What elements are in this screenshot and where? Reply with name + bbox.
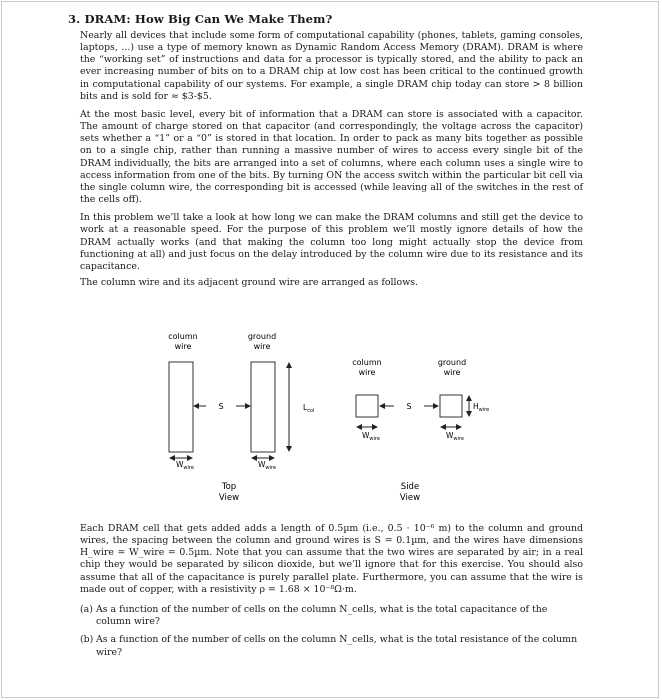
top-ground-wire: [251, 362, 275, 452]
paragraph-parameters: Each DRAM cell that gets added adds a length of 0.5µm (i.e., 0.5 · 10⁻⁶ m) to the column and ground wires, the spacing between the column and ground wires is S = 0.1µm, and the wires have dimensions H_wire = W_wire = 0.5µm. Note that you can assume that the two wires are separated by air; in a real chip they would be separated by silicon dioxide, but we’ll ignore that for this exercise. You should also assume that all of the capacitance is purely parallel plate. Furthermore, you can assume that the wire is made out of copper, with a resistivity ρ = 1.68 × 10⁻⁸Ω·m.: [80, 523, 583, 595]
top-column-label-2: wire: [174, 342, 192, 351]
top-view: [168, 332, 314, 503]
problem-number: 3.: [68, 12, 81, 26]
paragraph-basics: At the most basic level, every bit of information that a DRAM can store is associated with a capacitor. The amount of charge stored on that capacitor (and correspondingly, the voltage across the capacitor) sets whether a “1” or a “0” is stored in that location. In order to pack as many bits together as possible on to a single chip, rather than running a massive number of wires to access every single bit of the DRAM individually, the bits are arranged into a set of columns, where each column uses a single wire to access information from one of the bits. By turning ON the access switch within the particular bit cell via the single column wire, the corresponding bit is accessed (while leaving all of the switches in the rest of the cells off).: [80, 108, 583, 206]
side-gnd-width-label: $W_{wire}$: [446, 431, 464, 442]
top-view-caption-2: View: [218, 493, 240, 503]
side-column-label-1: column: [352, 358, 382, 367]
post-figure-section: [80, 523, 583, 659]
top-length-label: $L_{col}$: [303, 403, 315, 414]
side-view-caption-2: View: [399, 493, 421, 503]
question-b: [80, 634, 583, 658]
top-column-wire: [169, 362, 193, 452]
paragraph-figure-intro: The column wire and its adjacent ground wire are arranged as follows.: [80, 276, 419, 288]
top-column-label-1: column: [168, 332, 198, 341]
paragraph-intro: Nearly all devices that include some form of computational capability (phones, tablets, gaming consoles, laptops, ...) use a type of memory known as Dynamic Random Access Memory (DRAM). DRAM is where the “working set” of instructions and data for a processor is typically stored, and the ability to pack an ever increasing number of bits on to a DRAM chip at low cost has been critical to the continued growth in computational capability of our systems. For example, a single DRAM chip today can store > 8 billion bits and is sold for ≈ $3-$5.: [80, 30, 583, 102]
wire-figure: [150, 325, 520, 505]
side-column-label-2: wire: [358, 368, 376, 377]
side-col-width-label: $W_{wire}$: [362, 431, 380, 442]
top-view-caption-1: Top: [221, 482, 237, 492]
top-col-width-label: $W_{wire}$: [176, 460, 194, 471]
top-gnd-width-label: $W_{wire}$: [258, 460, 276, 471]
side-column-wire: [356, 395, 378, 417]
side-view-caption-1: Side: [400, 482, 420, 492]
top-spacing-label: S: [218, 402, 224, 411]
paragraph-scope: In this problem we’ll take a look at how long we can make the DRAM columns and still get the device to work at a reasonable speed. For the purpose of this problem we’ll mostly ignore details of how the DRAM actually works (and that making the column too long might actually stop the device from functioning at all) and just focus on the delay introduced by the column wire due to its resistance and its capacitance.: [80, 212, 583, 272]
problem-heading: [68, 12, 583, 26]
problem-body: [68, 12, 583, 289]
side-ground-wire: [440, 395, 462, 417]
side-view: [352, 358, 489, 503]
side-ground-label-1: ground: [437, 358, 467, 367]
side-height-label: $H_{wire}$: [473, 402, 490, 413]
problem-title: DRAM: How Big Can We Make Them?: [84, 12, 333, 26]
question-b-label: (b): [80, 634, 94, 646]
question-a-text: As a function of the number of cells on the column N_cells, what is the total capacitance of the column wire?: [96, 603, 548, 628]
question-a-label: (a): [80, 603, 93, 615]
side-spacing-label: S: [406, 402, 412, 411]
question-b-text: As a function of the number of cells on the column N_cells, what is the total resistance of the column wire?: [96, 634, 578, 658]
side-ground-label-2: wire: [443, 368, 461, 377]
question-a: [80, 604, 583, 628]
top-ground-label-1: ground: [247, 332, 277, 341]
top-ground-label-2: wire: [253, 342, 271, 351]
